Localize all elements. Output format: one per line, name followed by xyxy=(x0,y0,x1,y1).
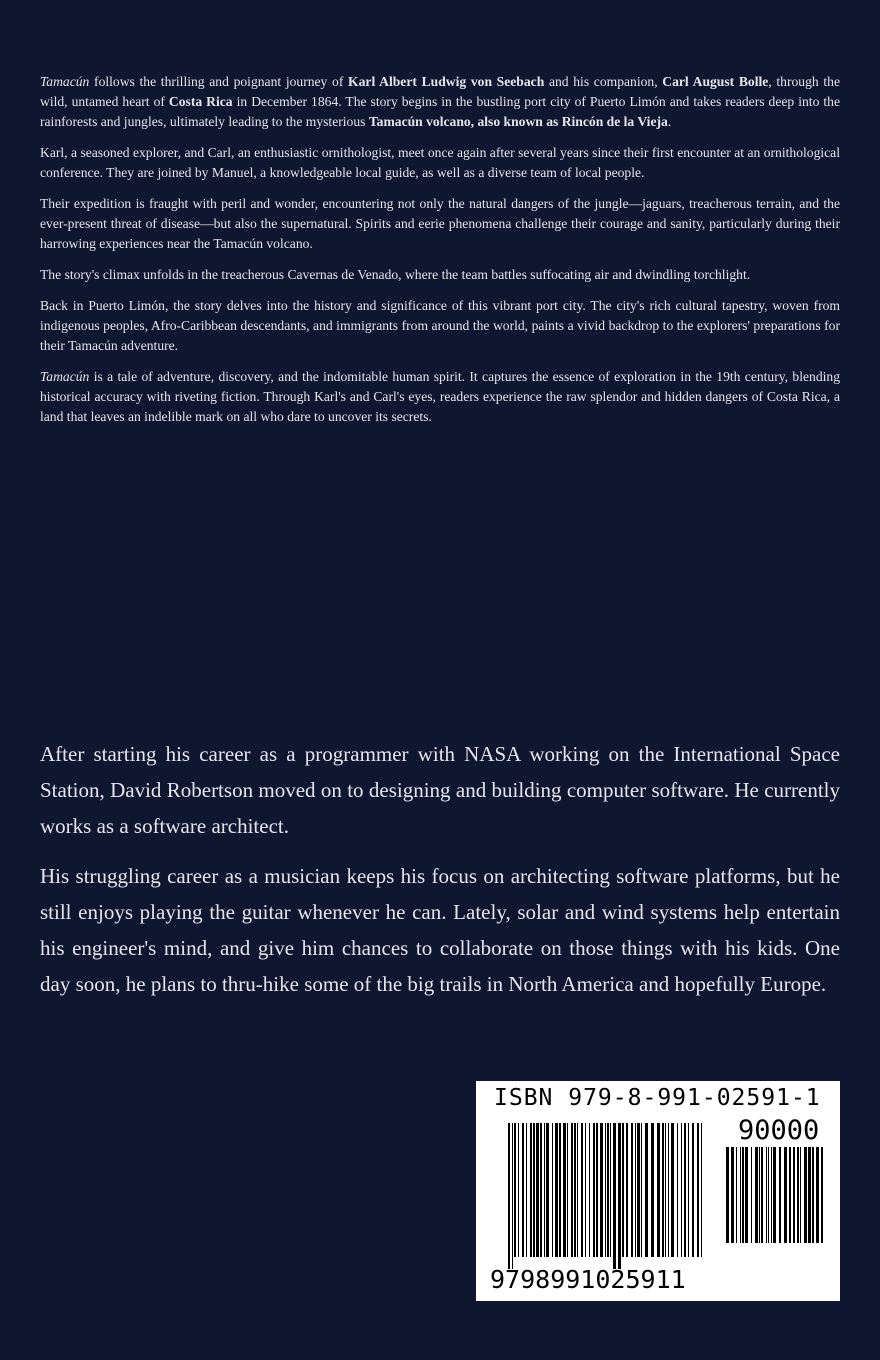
barcode-bar xyxy=(544,1123,545,1257)
barcode-bar xyxy=(789,1147,791,1243)
barcode-bar xyxy=(631,1123,633,1257)
barcode-bar xyxy=(759,1147,760,1243)
barcode-bar xyxy=(581,1123,583,1257)
barcode-bar xyxy=(514,1123,516,1257)
book-title: Tamacún xyxy=(40,369,90,384)
character-name: Carl August Bolle xyxy=(662,74,769,89)
bio-paragraph-2: His struggling career as a musician keeps his focus on architecting software platforms, but he still enjoys playing the guitar whenever he can. Lately, solar and wind systems help entertain his engineer's mind, and give him chances to collaborate on those things with his kids. One day soon, he plans to thru-hike some of the big trails in North America and hopefully Europe. xyxy=(40,864,840,996)
barcode-bar xyxy=(530,1123,532,1257)
barcode-bar xyxy=(668,1123,669,1257)
blurb-text: follows the thrilling and poignant journey of xyxy=(89,74,349,89)
barcode-bar xyxy=(771,1147,772,1243)
barcode-bar xyxy=(622,1123,624,1257)
barcode-bar xyxy=(555,1123,558,1257)
barcode-bar xyxy=(808,1147,811,1243)
back-cover-blurb xyxy=(40,72,840,438)
barcode-bar xyxy=(546,1123,549,1257)
barcode-bar xyxy=(665,1123,666,1257)
addon-barcode-bars xyxy=(726,1147,826,1259)
blurb-paragraph-3: Their expedition is fraught with peril and wonder, encountering not only the natural dangers of the jungle—jaguars, treacherous terrain, and the ever-present threat of disease—but also the supernatural. Spirits and eerie phenomena challenge their courage and sanity, particularly during their harrowing experiences near the Tamacún volcano. xyxy=(40,196,840,251)
barcode-bar xyxy=(751,1147,752,1243)
barcode-bar xyxy=(637,1123,640,1257)
blurb-text: in December 1864. The story begins in the bustling port city of Puerto Limón and takes readers deep into the rainforests and jungles, ultimately leading to the mysterious xyxy=(40,94,840,129)
barcode-bar xyxy=(804,1147,807,1243)
barcode-bar xyxy=(677,1123,678,1257)
barcode-bar xyxy=(526,1123,527,1257)
barcode-bar xyxy=(745,1147,748,1243)
barcode-bar xyxy=(651,1123,654,1257)
price-code: 90000 xyxy=(738,1115,820,1146)
blurb-text: and his companion, xyxy=(544,74,663,89)
barcode-bar xyxy=(800,1147,801,1243)
ean-barcode-bars xyxy=(508,1123,708,1273)
barcode-bar xyxy=(508,1123,510,1269)
barcode-bar xyxy=(577,1123,578,1257)
barcode-bar xyxy=(600,1123,603,1257)
barcode-bar xyxy=(692,1123,694,1257)
barcode-bar xyxy=(701,1123,702,1257)
barcode-bar xyxy=(645,1123,648,1257)
barcode-bar xyxy=(571,1123,573,1257)
ean-digits: 9798991025911 xyxy=(490,1265,686,1294)
blurb-text: . xyxy=(667,114,672,129)
blurb-paragraph-4: The story's climax unfolds in the treacherous Cavernas de Venado, where the team battles suffocating air and dwindling torchlight. xyxy=(40,267,751,282)
isbn-label: ISBN 979-8-991-02591-1 xyxy=(494,1085,821,1111)
barcode-bar xyxy=(635,1123,636,1257)
author-bio xyxy=(40,736,840,1016)
barcode-bar xyxy=(518,1123,519,1257)
barcode-bar xyxy=(540,1123,542,1257)
blurb-paragraph-5: Back in Puerto Limón, the story delves into the history and significance of this vibrant port city. The city's rich cultural tapestry, woven from indigenous peoples, Afro-Caribbean descendants, and immigrants from around the world, paints a vivid backdrop to the explorers' preparations for their Tamacún adventure. xyxy=(40,298,840,353)
barcode-bar xyxy=(536,1123,539,1257)
barcode-bar xyxy=(755,1147,758,1243)
place-name: Tamacún volcano, also known as Rincón de la Vieja xyxy=(368,114,668,129)
barcode-bar xyxy=(626,1123,628,1257)
barcode-bar xyxy=(731,1147,734,1243)
bio-paragraph-1: After starting his career as a programmer with NASA working on the International Space Station, David Robertson moved on to designing and building computer software. He currently works as a software architect. xyxy=(40,742,840,838)
barcode-bar xyxy=(605,1123,606,1257)
barcode-bar xyxy=(766,1147,767,1243)
barcode-bar xyxy=(662,1123,664,1257)
barcode-bar xyxy=(779,1147,781,1243)
barcode-bar xyxy=(641,1123,642,1257)
barcode-bar xyxy=(761,1147,763,1243)
barcode-bar xyxy=(784,1147,787,1243)
barcode-bar xyxy=(522,1123,524,1257)
blurb-text: is a tale of adventure, discovery, and the indomitable human spirit. It captures the essence of exploration in the 19th century, blending historical accuracy with riveting fiction. Through Karl's and Carl's eyes, readers experience the raw splendor and hidden dangers of Costa Rica, a land that leaves an indelible mark on all who dare to uncover its secrets. xyxy=(40,369,840,424)
barcode-bar xyxy=(768,1147,769,1243)
barcode-bar xyxy=(681,1123,682,1257)
barcode-bar xyxy=(797,1147,799,1243)
barcode-bar xyxy=(793,1147,795,1243)
barcode-bar xyxy=(593,1123,595,1257)
blurb-text: , through the wild, untamed heart of xyxy=(40,74,840,109)
blurb-paragraph-1 xyxy=(40,72,840,132)
place-name: Costa Rica xyxy=(168,94,233,109)
barcode-bar xyxy=(610,1123,611,1257)
barcode-bar xyxy=(697,1123,699,1257)
barcode-bar xyxy=(574,1123,576,1257)
character-name: Karl Albert Ludwig von Seebach xyxy=(348,74,545,89)
barcode-bar xyxy=(596,1123,598,1257)
blurb-paragraph-2: Karl, a seasoned explorer, and Carl, an enthusiastic ornithologist, meet once again after several years since their first encounter at an ornithological conference. They are joined by Manuel, a knowledgeable local guide, as well as a diverse team of local people. xyxy=(40,145,840,180)
barcode-bar xyxy=(657,1123,660,1257)
barcode-bar xyxy=(740,1147,741,1243)
barcode-bar xyxy=(684,1123,686,1257)
barcode-bar xyxy=(563,1123,566,1257)
blurb-paragraph-6 xyxy=(40,367,840,427)
barcode-bar xyxy=(618,1123,621,1269)
barcode-bar xyxy=(589,1123,590,1257)
barcode-bar xyxy=(559,1123,561,1257)
book-title: Tamacún xyxy=(40,74,90,89)
isbn-barcode xyxy=(476,1081,840,1301)
barcode-bar xyxy=(567,1123,568,1257)
barcode-bar xyxy=(585,1123,586,1257)
barcode-bar xyxy=(736,1147,737,1243)
barcode-bar xyxy=(812,1147,814,1243)
barcode-bar xyxy=(613,1123,616,1269)
barcode-bar xyxy=(726,1147,729,1243)
barcode-bar xyxy=(688,1123,689,1257)
barcode-bar xyxy=(821,1147,823,1243)
barcode-bar xyxy=(607,1123,609,1257)
barcode-bar xyxy=(773,1147,776,1243)
barcode-bar xyxy=(533,1123,535,1257)
barcode-bar xyxy=(512,1123,513,1269)
barcode-bar xyxy=(742,1147,744,1243)
barcode-bar xyxy=(816,1147,819,1243)
barcode-bar xyxy=(552,1123,553,1257)
barcode-bar xyxy=(671,1123,674,1257)
